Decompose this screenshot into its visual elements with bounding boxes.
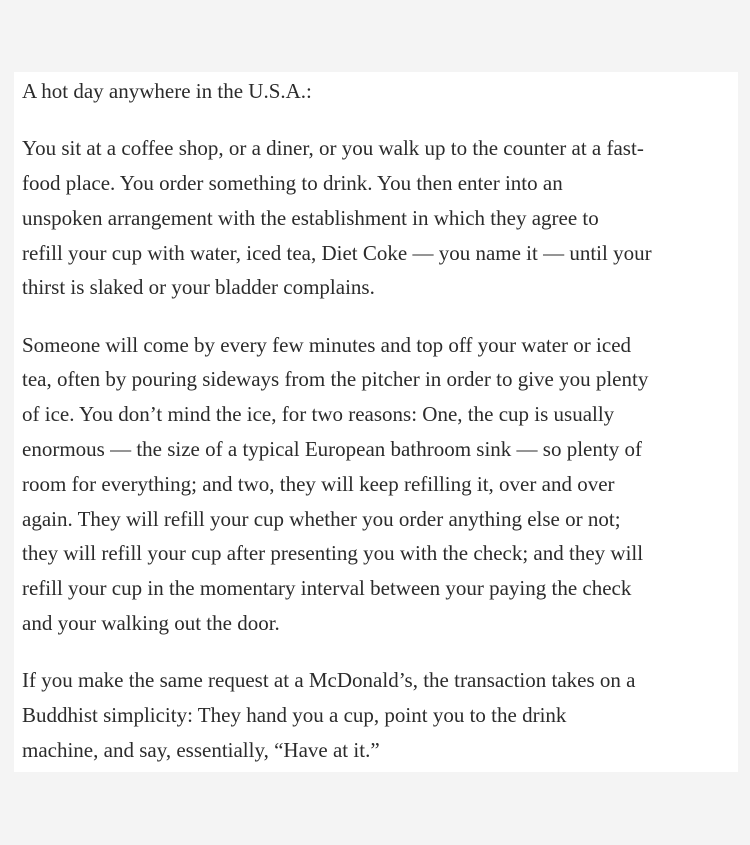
paragraph-ice-refills bbox=[22, 328, 738, 641]
text-line: Buddhist simplicity: They hand you a cup, point you to the drink bbox=[22, 702, 567, 727]
article-card bbox=[14, 72, 738, 772]
text-line: thirst is slaked or your bladder complains. bbox=[22, 275, 375, 300]
text-line: unspoken arrangement with the establishment in which they agree to bbox=[22, 205, 599, 230]
text-line: If you make the same request at a McDonald’s, the transaction takes on a bbox=[22, 668, 636, 693]
text-line: refill your cup in the momentary interval between your paying the check bbox=[22, 576, 632, 601]
paragraph-refill-arrangement bbox=[22, 131, 738, 305]
text-line: room for everything; and two, they will keep refilling it, over and over bbox=[22, 471, 615, 496]
text-line: again. They will refill your cup whether you order anything else or not; bbox=[22, 506, 621, 531]
text-line: and your walking out the door. bbox=[22, 610, 280, 635]
text-line: tea, often by pouring sideways from the pitcher in order to give you plenty bbox=[22, 367, 649, 392]
text-line: You sit at a coffee shop, or a diner, or you walk up to the counter at a fast- bbox=[22, 136, 644, 161]
text-line: refill your cup with water, iced tea, Diet Coke — you name it — until your bbox=[22, 240, 652, 265]
paragraph-intro bbox=[22, 74, 738, 109]
text-line: machine, and say, essentially, “Have at it.” bbox=[22, 737, 380, 762]
text-line: of ice. You don’t mind the ice, for two reasons: One, the cup is usually bbox=[22, 402, 615, 427]
text-line: enormous — the size of a typical European bathroom sink — so plenty of bbox=[22, 436, 642, 461]
text-line: Someone will come by every few minutes and top off your water or iced bbox=[22, 332, 632, 357]
text-line: A hot day anywhere in the U.S.A.: bbox=[22, 79, 312, 103]
text-line: they will refill your cup after presenting you with the check; and they will bbox=[22, 541, 644, 566]
paragraph-mcdonalds bbox=[22, 663, 738, 767]
text-line: food place. You order something to drink. You then enter into an bbox=[22, 170, 563, 195]
